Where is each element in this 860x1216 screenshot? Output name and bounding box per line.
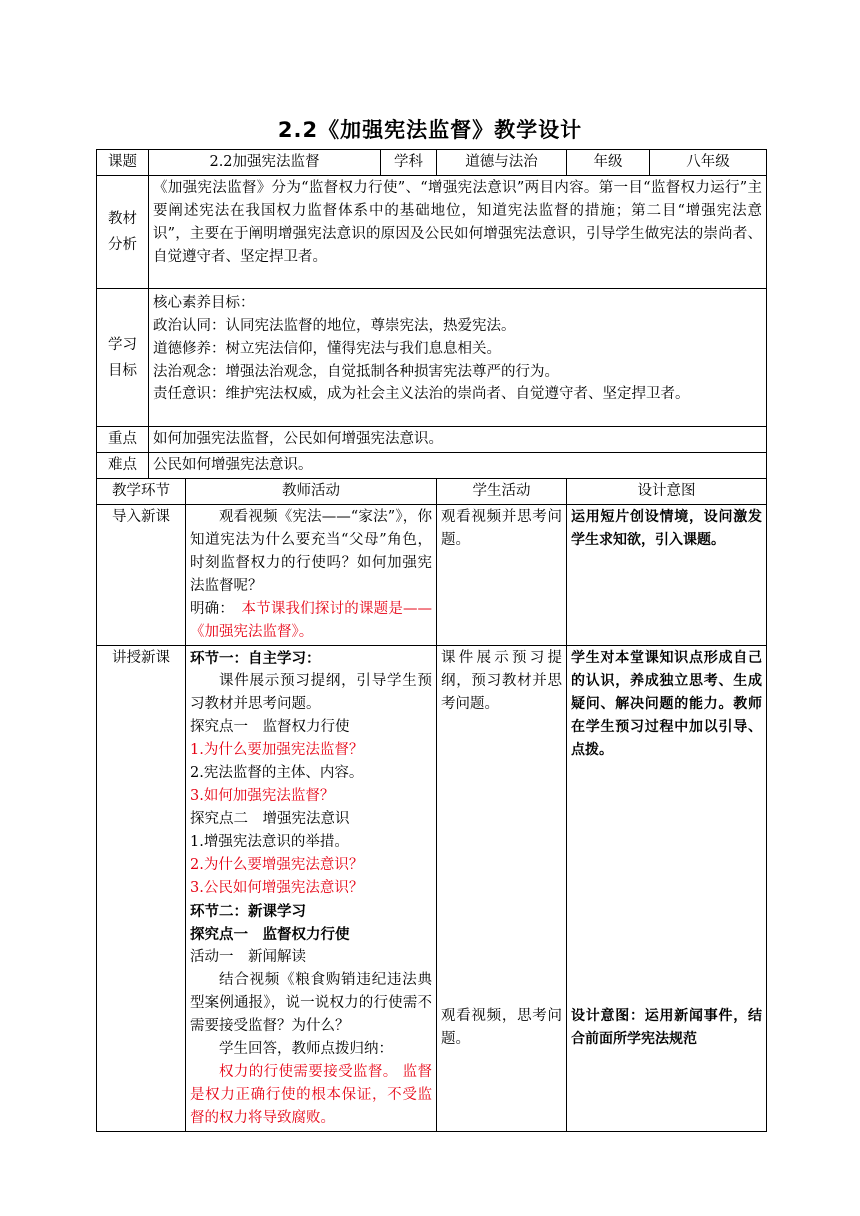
point1-item: 2.宪法监督的主体、内容。 <box>190 765 364 781</box>
step2-title: 环节二：新课学习 <box>190 903 306 920</box>
answer-red: 权力的行使需要接受监督。 监督是权力正确行使的根本保证，不受监督的权力将导致腐败。 <box>190 1064 432 1126</box>
point1-title: 探究点一 监督权力行使 <box>190 719 350 735</box>
goals-line: 核心素养目标： <box>153 295 255 311</box>
activity1-text: 结合视频《粮食购销违纪违法典型案例通报》，说一说权力的行使需不需要接受监督？为什么？ <box>190 972 432 1034</box>
header-row <box>97 150 767 176</box>
goals-label <box>97 289 149 427</box>
course-label: 课题 <box>97 150 149 176</box>
point2-title: 探究点二 增强宪法意识 <box>190 811 350 827</box>
analysis-label-line-2: 分析 <box>108 237 137 253</box>
goals-line: 法治观念：增强法治观念，自觉抵制各种损害宪法尊严的行为。 <box>153 364 559 380</box>
goals-line: 道德修养：树立宪法信仰，懂得宪法与我们息息相关。 <box>153 341 501 357</box>
difficulty-label: 难点 <box>97 453 149 479</box>
lecture-student <box>437 646 567 1132</box>
lecture-student-2: 观看视频，思考问题。 <box>441 1008 562 1047</box>
activity1-title: 活动一 新闻解读 <box>190 949 306 965</box>
lesson-plan-table <box>96 149 767 1132</box>
column-header-stage: 教学环节 <box>97 479 186 505</box>
intro-stage: 导入新课 <box>97 505 186 646</box>
intro-row <box>97 505 767 646</box>
column-header-teacher: 教师活动 <box>186 479 437 505</box>
point2-item: 2.为什么要增强宪法意识？ <box>190 857 364 873</box>
goals-text <box>149 289 767 427</box>
lecture-intent <box>567 646 767 1132</box>
grade-label: 年级 <box>567 150 650 176</box>
column-header-intent: 设计意图 <box>567 479 767 505</box>
goals-line: 责任意识：维护宪法权威，成为社会主义法治的崇尚者、自觉遵守者、坚定捍卫者。 <box>153 386 690 402</box>
answer-text: 学生回答，教师点拨归纳： <box>219 1041 393 1057</box>
course-value: 2.2加强宪法监督 <box>149 150 381 176</box>
difficulty-row <box>97 453 767 479</box>
difficulty-text: 公民如何增强宪法意识。 <box>149 453 767 479</box>
point2-item: 1.增强宪法意识的举措。 <box>190 834 349 850</box>
lecture-intent-2: 设计意图：运用新闻事件，结合前面所学宪法规范 <box>571 1008 762 1047</box>
page-title: 2.2《加强宪法监督》教学设计 <box>277 118 583 142</box>
goals-line: 政治认同：认同宪法监督的地位，尊崇宪法，热爱宪法。 <box>153 318 516 334</box>
grade-value: 八年级 <box>650 150 767 176</box>
intro-teacher <box>186 505 437 646</box>
goals-label-line-2: 目标 <box>108 362 137 379</box>
point1-item: 3.如何加强宪法监督？ <box>190 788 335 804</box>
intro-intent: 运用短片创设情境，设问激发学生求知欲，引入课题。 <box>567 505 767 646</box>
point1-item: 1.为什么要加强宪法监督？ <box>190 742 364 758</box>
step1-intro: 课件展示预习提纲，引导学生预习教材并思考问题。 <box>190 673 432 712</box>
intro-student: 观看视频并思考问题。 <box>437 505 567 646</box>
intro-teacher-clarify <box>190 598 432 644</box>
point2-item: 3.公民如何增强宪法意识？ <box>190 880 364 896</box>
analysis-row <box>97 176 767 289</box>
key-point-row <box>97 427 767 453</box>
key-point-label: 重点 <box>97 427 149 453</box>
lecture-stage: 讲授新课 <box>97 646 186 1132</box>
goals-label-line-1: 学习 <box>108 336 137 353</box>
lecture-row <box>97 646 767 1132</box>
goals-row <box>97 289 767 427</box>
intro-clarify-text: 本节课我们探讨的课题是——《加强宪法监督》。 <box>190 601 433 640</box>
intro-teacher-text: 观看视频《宪法——“家法”》，你知道宪法为什么要充当“父母”角色，时刻监督权力的行使吗？如何加强宪法监督呢？ <box>190 509 432 594</box>
analysis-text: 《加强宪法监督》分为“监督权力行使”、“增强宪法意识”两目内容。第一目“监督权力运行”主要阐述宪法在我国权力监督体系中的基础地位，知道宪法监督的措施；第二目“增强宪法意识”，主要在于阐明增强宪法意识的原因及公民如何增强宪法意识，引导学生做宪法的崇尚者、自觉遵守者、坚定捍卫者。 <box>149 176 767 289</box>
lecture-student-1: 课件展示预习提纲，预习教材并思考问题。 <box>441 650 562 712</box>
lecture-teacher <box>186 646 437 1132</box>
column-header-student: 学生活动 <box>437 479 567 505</box>
analysis-label <box>97 176 149 289</box>
step1-title: 环节一：自主学习： <box>190 650 321 667</box>
subject-value: 道德与法治 <box>437 150 567 176</box>
intro-clarify-label: 明确： <box>190 601 227 617</box>
key-point-text: 如何加强宪法监督，公民如何增强宪法意识。 <box>149 427 767 453</box>
column-header-row <box>97 479 767 505</box>
analysis-label-line-1: 教材 <box>108 211 137 227</box>
lecture-intent-1: 学生对本堂课知识点形成自己的认识，养成独立思考、生成疑问、解决问题的能力。教师在学生预习过程中加以引导、点拨。 <box>571 650 762 758</box>
step2-point-title: 探究点一 监督权力行使 <box>190 926 350 943</box>
subject-label: 学科 <box>381 150 437 176</box>
